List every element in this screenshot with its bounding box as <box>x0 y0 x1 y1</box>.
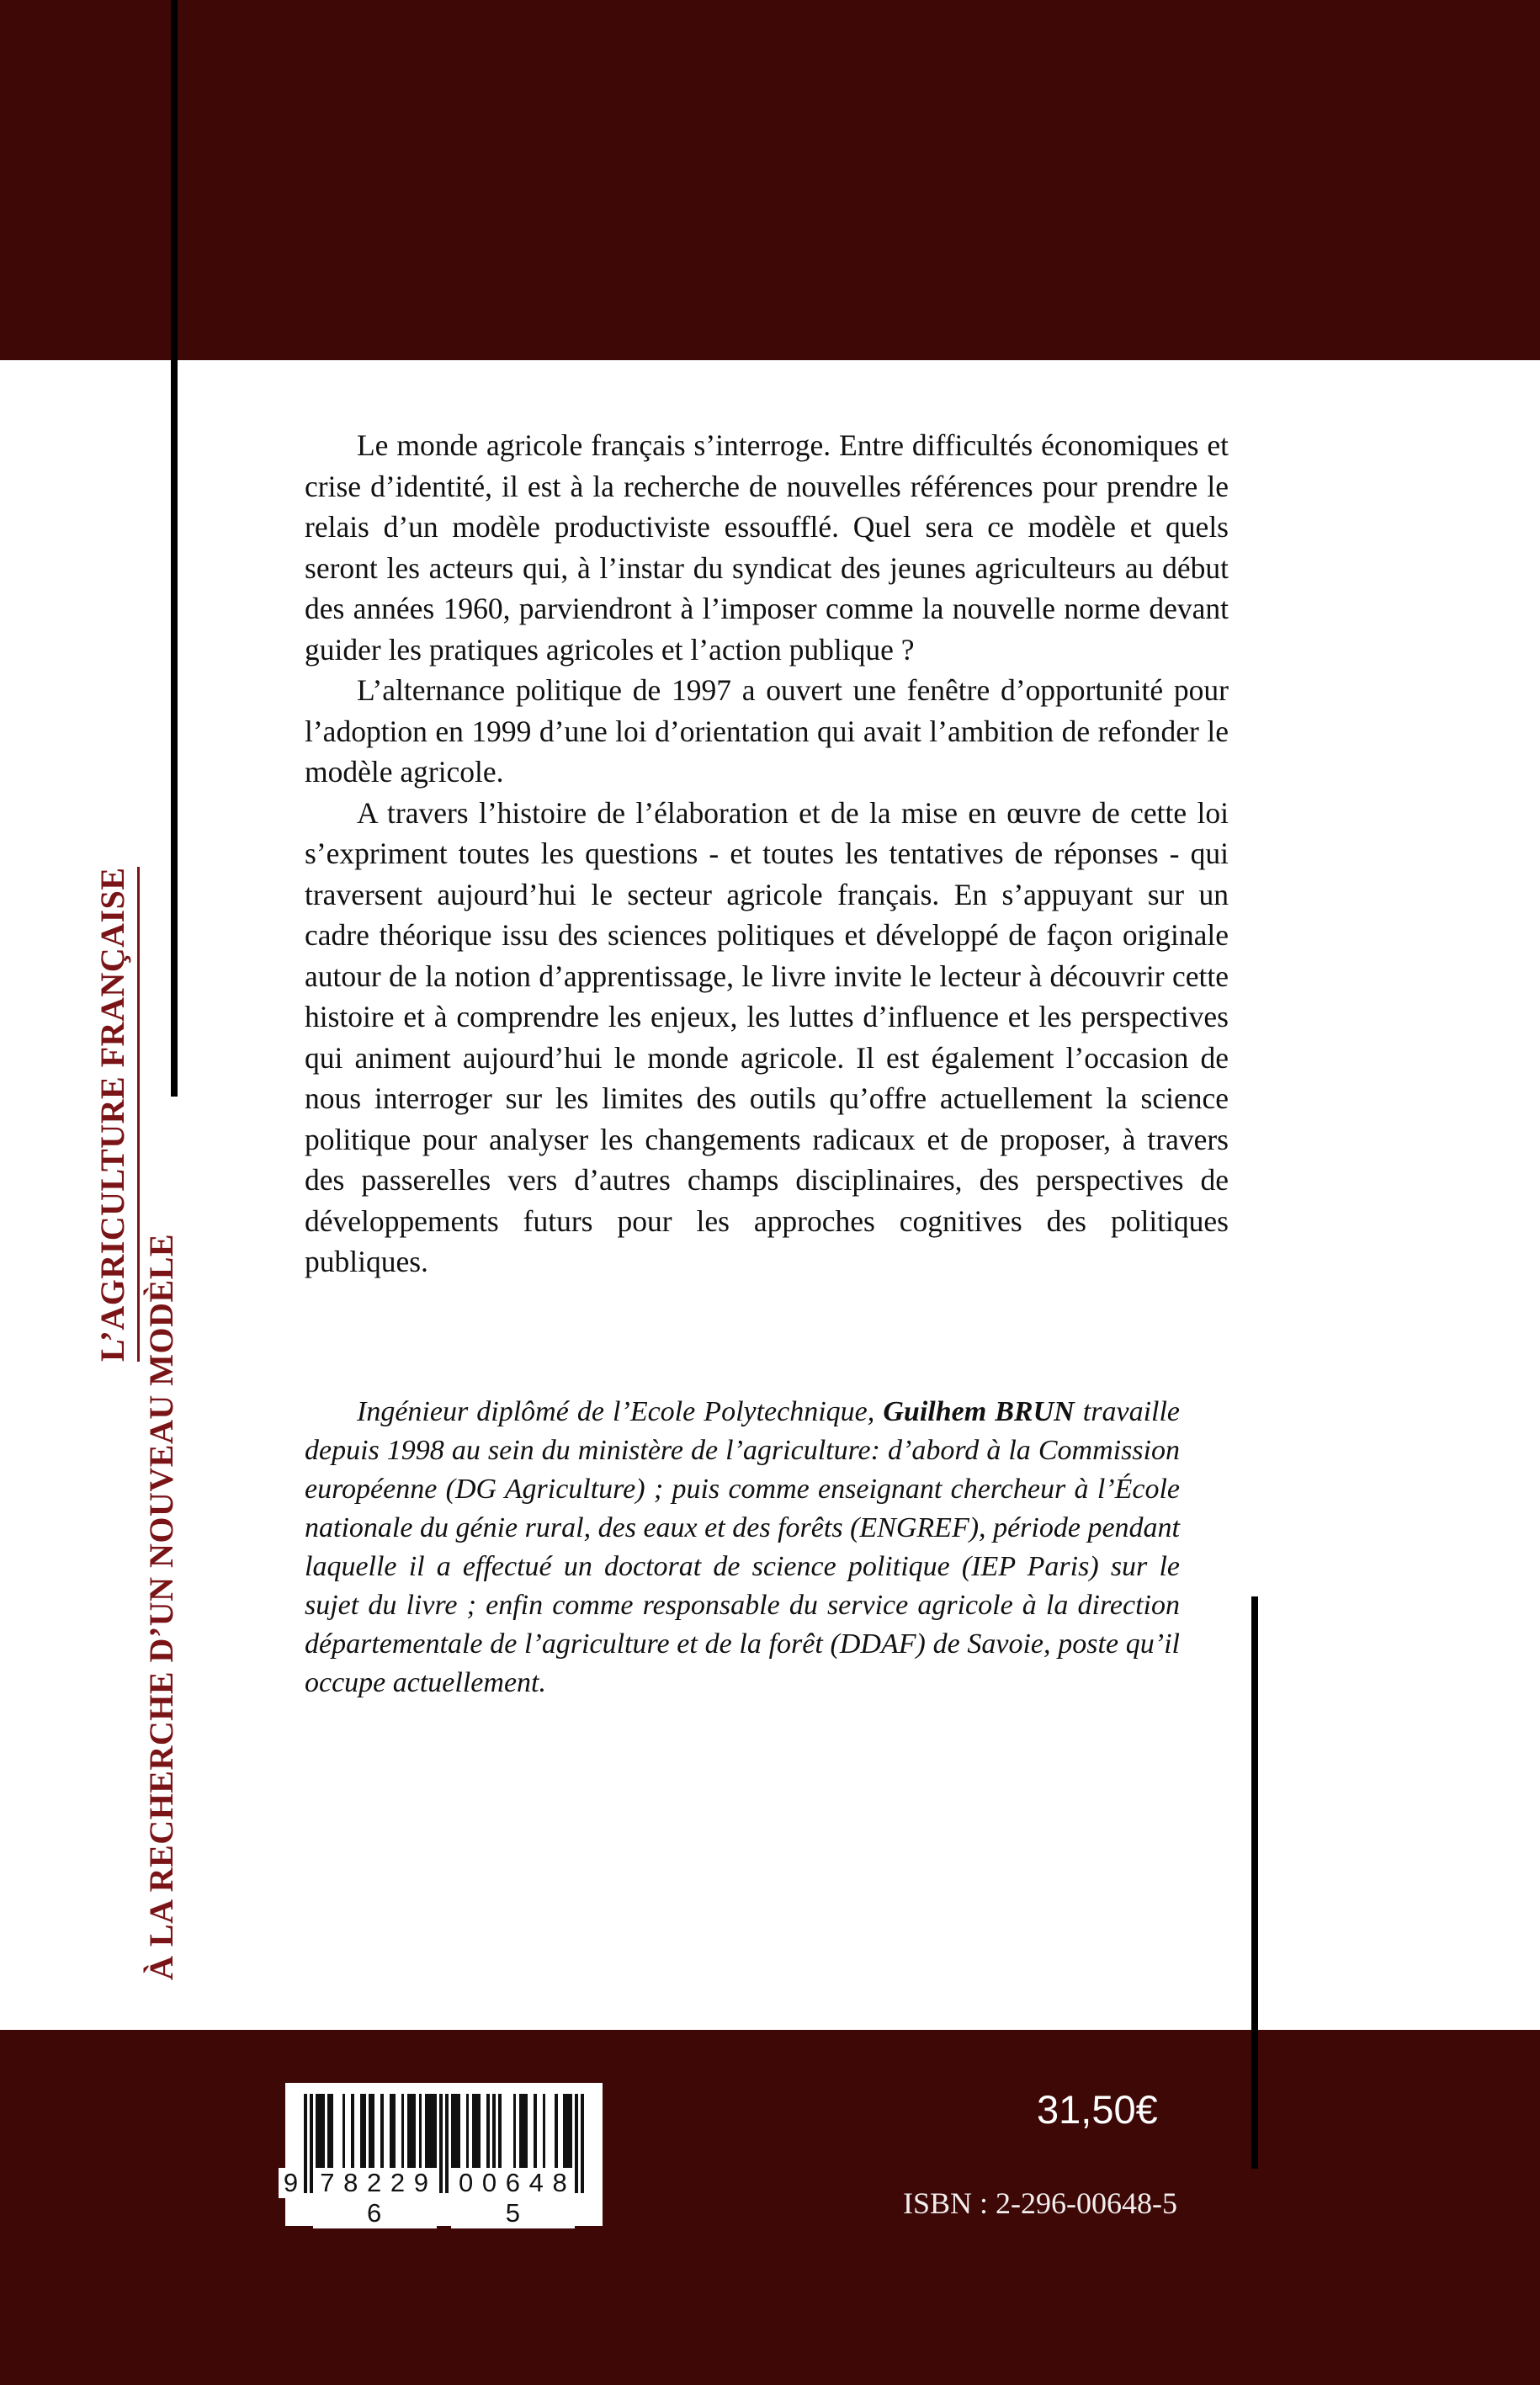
barcode-bar <box>478 2094 481 2171</box>
barcode-bar <box>569 2094 572 2171</box>
barcode-bar <box>363 2094 366 2171</box>
barcode-bar <box>466 2094 470 2171</box>
author-biography-text <box>305 1393 1180 1702</box>
spine-title-line-2: À LA RECHERCHE D’UN NOUVEAU MODÈLE <box>142 1233 180 1980</box>
barcode-digit-group: 9 <box>279 2168 304 2198</box>
spine-divider-rule <box>171 0 178 1097</box>
author-biography <box>305 1393 1180 1702</box>
right-divider-rule <box>1251 1596 1258 2169</box>
barcode-bar <box>392 2094 396 2171</box>
barcode-bar <box>331 2094 334 2171</box>
blurb-paragraph-1: Le monde agricole français s’interroge. Entre difficultés économiques et crise d’identité, il est à la recherche de nouvelles références pour prendre le relais d’un modèle productiviste essoufflé. Quel sera ce modèle et quels seront les acteurs qui, à l’instar du syndicat des jeunes agriculteurs au début des années 1960, parviendront à l’imposer comme la nouvelle norme devant guider les pratiques agricoles et l’action publique ? <box>305 428 1229 667</box>
price-label: 31,50€ <box>1037 2087 1158 2132</box>
barcode-bar <box>534 2094 537 2171</box>
barcode-bar <box>413 2094 417 2171</box>
barcode-bar <box>351 2094 354 2171</box>
barcode-bar <box>372 2094 375 2171</box>
barcode-bar <box>492 2094 496 2171</box>
back-cover-blurb <box>305 425 1229 1283</box>
barcode-digits <box>283 2168 584 2228</box>
barcode-bar <box>433 2094 437 2171</box>
barcode-bar <box>486 2094 490 2171</box>
barcode-bar <box>555 2094 558 2171</box>
barcode-digit-group: 7 8 2 2 9 6 <box>313 2168 437 2228</box>
barcode-digit-group: 0 0 6 4 8 5 <box>451 2168 575 2228</box>
barcode-bar <box>343 2094 346 2171</box>
blurb-paragraph-3: A travers l’histoire de l’élaboration et de la mise en œuvre de cette loi s’expriment toutes les questions - et toutes les tentatives de réponses - qui traversent aujourd’hui le secteur agricole français. En s’appuyant sur un cadre théorique issu des sciences politiques et développé de façon originale autour de la notion d’apprentissage, le livre invite le lecteur à découvrir cette histoire et à comprendre les enjeux, les luttes d’influence et les perspectives qui animent aujourd’hui le monde agricole. Il est également l’occasion de nous interroger sur les limites des outils qu’offre actuellement la science politique pour analyser les changements radicaux et de proposer, à travers des passerelles vers d’autres champs disciplinaires, des perspectives de développements futurs pour les approches cognitives des politiques publiques. <box>305 795 1229 1278</box>
blurb-paragraph-2: L’alternance politique de 1997 a ouvert une fenêtre d’opportunité pour l’adoption en 1999 d’une loi d’orientation qui avait l’ambition de refonder le modèle agricole. <box>305 673 1229 789</box>
barcode-bar <box>498 2094 502 2171</box>
isbn-barcode <box>285 2083 603 2226</box>
isbn-label: ISBN : 2-296-00648-5 <box>903 2186 1177 2220</box>
author-name: Guilhem BRUN <box>883 1396 1075 1427</box>
barcode-bar <box>457 2094 460 2171</box>
barcode-bar <box>380 2094 384 2171</box>
barcode-bar <box>525 2094 528 2171</box>
spine-title-line-1: L’AGRICULTURE FRANÇAISE <box>93 867 140 1362</box>
bio-suffix: travaille depuis 1998 au sein du ministère de l’agriculture: d’abord à la Commission européenne (DG Agriculture) ; puis comme enseignant chercheur à l’École nationale du génie rural, des eaux et des forêts (ENGREF), période pendant laquelle il a effectué un doctorat de science politique (IEP Paris) sur le sujet du livre ; enfin comme responsable du service agricole à la direction départementale de l’agriculture et de la forêt (DDAF) de Savoie, poste qu’il occupe actuellement. <box>305 1396 1180 1698</box>
bio-prefix: Ingénieur diplômé de l’Ecole Polytechnique, <box>357 1396 884 1427</box>
barcode-bar <box>321 2094 325 2171</box>
barcode-bar <box>401 2094 405 2171</box>
barcode-bar <box>419 2094 422 2171</box>
barcode-bar <box>513 2094 517 2171</box>
spine-title-block <box>0 360 180 2030</box>
top-color-band <box>0 0 1540 360</box>
bottom-color-band <box>0 2030 1540 2385</box>
barcode-bar <box>543 2094 546 2171</box>
